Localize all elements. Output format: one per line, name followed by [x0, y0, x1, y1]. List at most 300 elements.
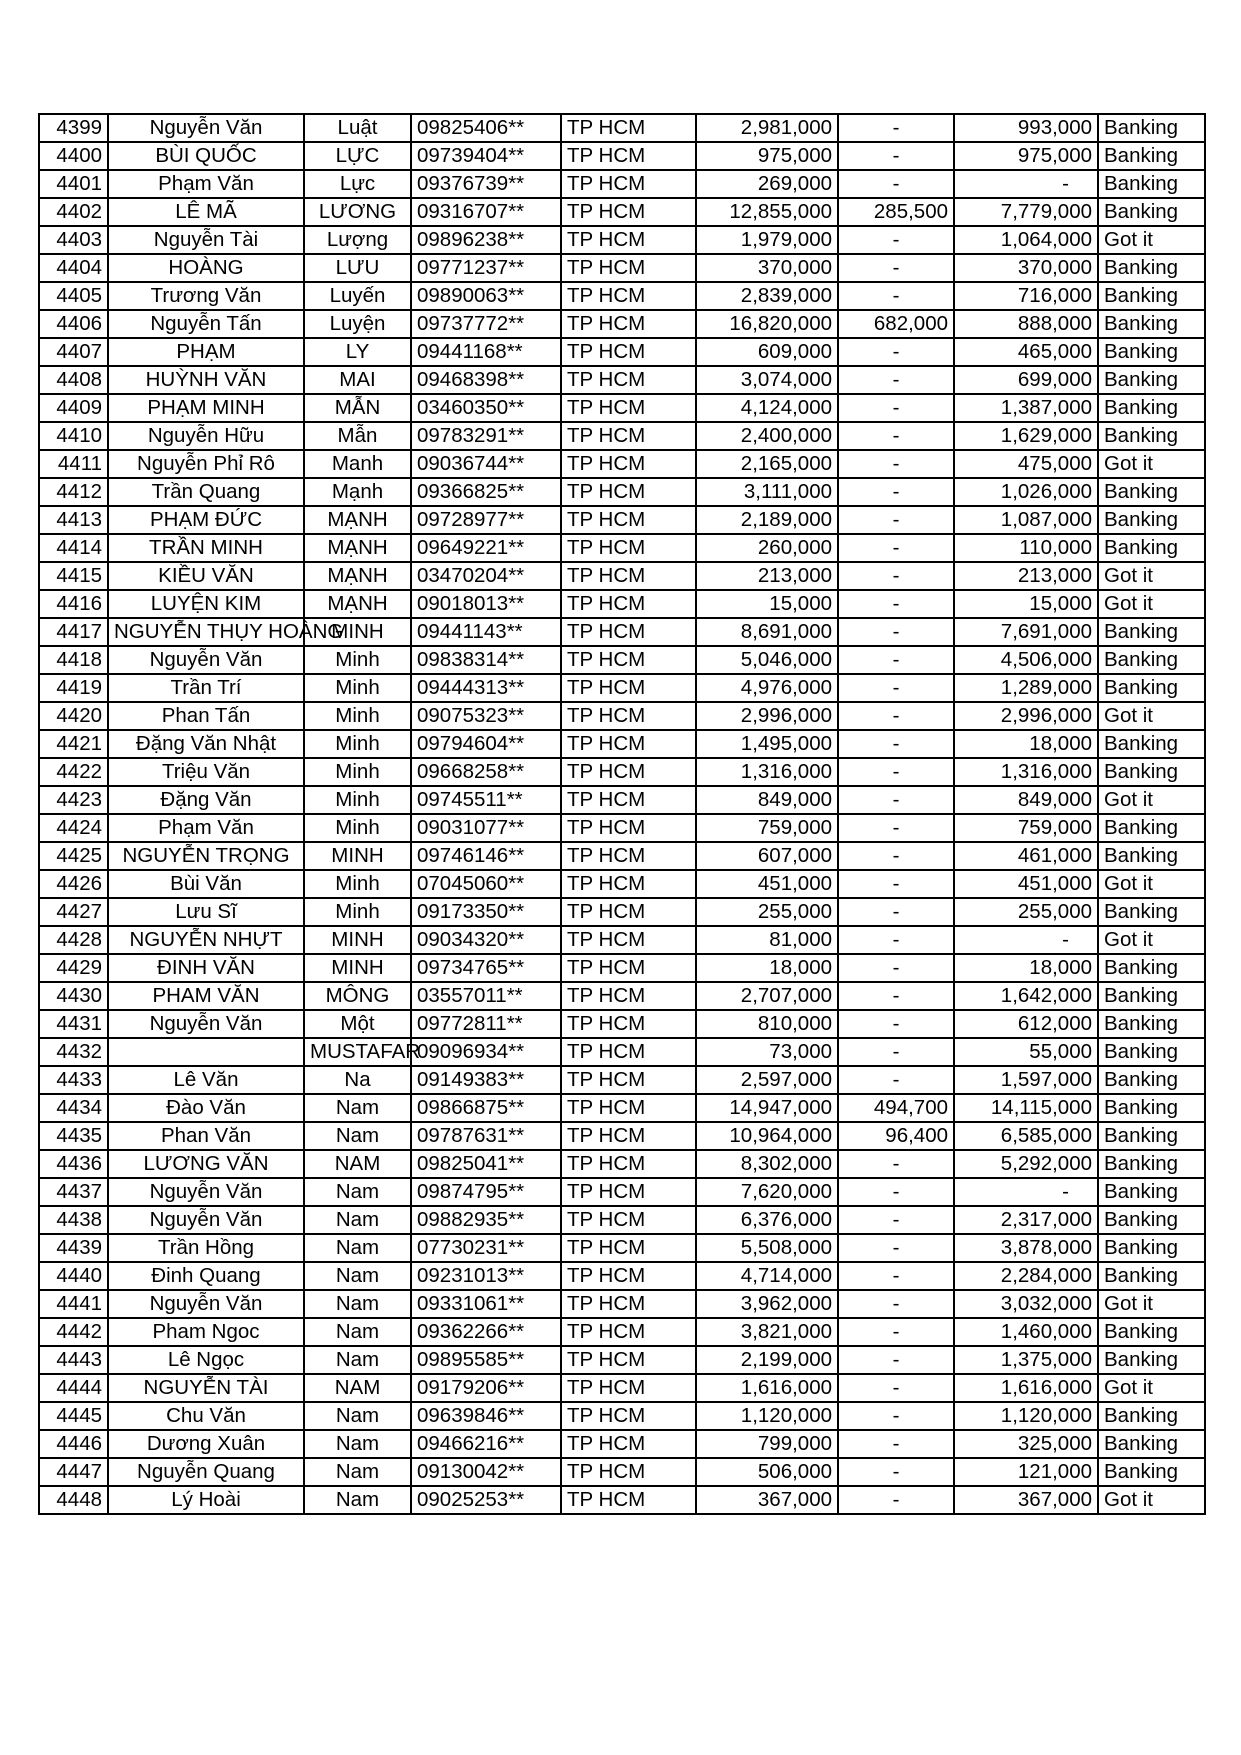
table-row — [39, 926, 1205, 954]
row-number-cell: 4431 — [39, 1010, 108, 1038]
amount-total-cell: 1,120,000 — [696, 1402, 838, 1430]
surname-cell: KIỀU VĂN — [108, 562, 304, 590]
given-name-cell: MÔNG — [304, 982, 411, 1010]
given-name-cell: Luật — [304, 114, 411, 142]
amount-paid-cell: 15,000 — [954, 590, 1098, 618]
phone-cell: 09639846** — [411, 1402, 561, 1430]
table-row — [39, 1486, 1205, 1514]
amount-total-cell: 607,000 — [696, 842, 838, 870]
surname-cell: LUYỆN KIM — [108, 590, 304, 618]
city-cell: TP HCM — [561, 870, 696, 898]
amount-total-cell: 255,000 — [696, 898, 838, 926]
given-name-cell: Nam — [304, 1290, 411, 1318]
amount-total-cell: 15,000 — [696, 590, 838, 618]
table-row — [39, 1346, 1205, 1374]
given-name-cell: Nam — [304, 1094, 411, 1122]
payment-method-cell: Got it — [1098, 226, 1205, 254]
amount-deduction-cell: - — [838, 590, 954, 618]
given-name-cell: Minh — [304, 730, 411, 758]
surname-cell: TRẦN MINH — [108, 534, 304, 562]
amount-deduction-cell: - — [838, 450, 954, 478]
city-cell: TP HCM — [561, 1290, 696, 1318]
amount-total-cell: 18,000 — [696, 954, 838, 982]
row-number-cell: 4436 — [39, 1150, 108, 1178]
row-number-cell: 4412 — [39, 478, 108, 506]
amount-deduction-cell: - — [838, 982, 954, 1010]
city-cell: TP HCM — [561, 1262, 696, 1290]
amount-paid-cell: 18,000 — [954, 954, 1098, 982]
row-number-cell: 4405 — [39, 282, 108, 310]
table-row — [39, 1402, 1205, 1430]
surname-cell: Lưu Sĩ — [108, 898, 304, 926]
city-cell: TP HCM — [561, 534, 696, 562]
amount-total-cell: 2,165,000 — [696, 450, 838, 478]
phone-cell: 09362266** — [411, 1318, 561, 1346]
table-row — [39, 982, 1205, 1010]
amount-total-cell: 367,000 — [696, 1486, 838, 1514]
row-number-cell: 4403 — [39, 226, 108, 254]
payment-method-cell: Banking — [1098, 618, 1205, 646]
given-name-cell: Nam — [304, 1430, 411, 1458]
surname-cell: Nguyễn Văn — [108, 1010, 304, 1038]
amount-deduction-cell: 494,700 — [838, 1094, 954, 1122]
amount-deduction-cell: - — [838, 562, 954, 590]
city-cell: TP HCM — [561, 478, 696, 506]
surname-cell: Trần Trí — [108, 674, 304, 702]
table-row — [39, 450, 1205, 478]
given-name-cell: LY — [304, 338, 411, 366]
surname-cell: Phạm Văn — [108, 170, 304, 198]
payment-method-cell: Banking — [1098, 1122, 1205, 1150]
amount-total-cell: 269,000 — [696, 170, 838, 198]
city-cell: TP HCM — [561, 1234, 696, 1262]
amount-total-cell: 3,962,000 — [696, 1290, 838, 1318]
phone-cell: 09468398** — [411, 366, 561, 394]
surname-cell: NGUYỄN TRỌNG — [108, 842, 304, 870]
amount-total-cell: 975,000 — [696, 142, 838, 170]
city-cell: TP HCM — [561, 926, 696, 954]
amount-total-cell: 370,000 — [696, 254, 838, 282]
surname-cell: Lý Hoài — [108, 1486, 304, 1514]
surname-cell: Phan Văn — [108, 1122, 304, 1150]
payment-method-cell: Banking — [1098, 1066, 1205, 1094]
table-row — [39, 310, 1205, 338]
given-name-cell: Minh — [304, 674, 411, 702]
city-cell: TP HCM — [561, 1374, 696, 1402]
amount-paid-cell: 14,115,000 — [954, 1094, 1098, 1122]
amount-deduction-cell: 96,400 — [838, 1122, 954, 1150]
amount-total-cell: 81,000 — [696, 926, 838, 954]
amount-deduction-cell: - — [838, 1458, 954, 1486]
amount-total-cell: 1,495,000 — [696, 730, 838, 758]
payment-method-cell: Banking — [1098, 198, 1205, 226]
row-number-cell: 4447 — [39, 1458, 108, 1486]
payment-method-cell: Banking — [1098, 1038, 1205, 1066]
row-number-cell: 4433 — [39, 1066, 108, 1094]
payment-method-cell: Banking — [1098, 534, 1205, 562]
amount-paid-cell: 1,026,000 — [954, 478, 1098, 506]
row-number-cell: 4413 — [39, 506, 108, 534]
data-table — [38, 113, 1206, 1515]
table-row — [39, 254, 1205, 282]
given-name-cell: MẠNH — [304, 562, 411, 590]
phone-cell: 09783291** — [411, 422, 561, 450]
amount-deduction-cell: - — [838, 1430, 954, 1458]
amount-total-cell: 3,821,000 — [696, 1318, 838, 1346]
payment-method-cell: Banking — [1098, 954, 1205, 982]
amount-total-cell: 213,000 — [696, 562, 838, 590]
surname-cell: Trương Văn — [108, 282, 304, 310]
given-name-cell: MINH — [304, 842, 411, 870]
row-number-cell: 4409 — [39, 394, 108, 422]
given-name-cell: Minh — [304, 898, 411, 926]
row-number-cell: 4425 — [39, 842, 108, 870]
given-name-cell: MẠNH — [304, 534, 411, 562]
amount-paid-cell: 716,000 — [954, 282, 1098, 310]
payment-method-cell: Banking — [1098, 338, 1205, 366]
row-number-cell: 4410 — [39, 422, 108, 450]
city-cell: TP HCM — [561, 1430, 696, 1458]
amount-paid-cell: 849,000 — [954, 786, 1098, 814]
amount-deduction-cell: - — [838, 1318, 954, 1346]
city-cell: TP HCM — [561, 394, 696, 422]
table-row — [39, 702, 1205, 730]
amount-total-cell: 7,620,000 — [696, 1178, 838, 1206]
payment-method-cell: Banking — [1098, 506, 1205, 534]
amount-paid-cell: - — [954, 1178, 1098, 1206]
payment-method-cell: Banking — [1098, 730, 1205, 758]
table-row — [39, 170, 1205, 198]
city-cell: TP HCM — [561, 1038, 696, 1066]
payment-method-cell: Got it — [1098, 786, 1205, 814]
row-number-cell: 4404 — [39, 254, 108, 282]
amount-paid-cell: 3,032,000 — [954, 1290, 1098, 1318]
amount-paid-cell: 55,000 — [954, 1038, 1098, 1066]
row-number-cell: 4400 — [39, 142, 108, 170]
row-number-cell: 4408 — [39, 366, 108, 394]
row-number-cell: 4434 — [39, 1094, 108, 1122]
table-row — [39, 674, 1205, 702]
surname-cell: Đào Văn — [108, 1094, 304, 1122]
amount-total-cell: 14,947,000 — [696, 1094, 838, 1122]
given-name-cell: Nam — [304, 1486, 411, 1514]
amount-total-cell: 2,400,000 — [696, 422, 838, 450]
table-row — [39, 1206, 1205, 1234]
amount-deduction-cell: - — [838, 1010, 954, 1038]
phone-cell: 09649221** — [411, 534, 561, 562]
payment-method-cell: Banking — [1098, 1094, 1205, 1122]
phone-cell: 09149383** — [411, 1066, 561, 1094]
payment-method-cell: Banking — [1098, 674, 1205, 702]
table-row — [39, 618, 1205, 646]
amount-deduction-cell: - — [838, 842, 954, 870]
payment-method-cell: Banking — [1098, 310, 1205, 338]
amount-paid-cell: 993,000 — [954, 114, 1098, 142]
amount-deduction-cell: - — [838, 786, 954, 814]
phone-cell: 03470204** — [411, 562, 561, 590]
payment-method-cell: Banking — [1098, 982, 1205, 1010]
row-number-cell: 4445 — [39, 1402, 108, 1430]
payment-method-cell: Got it — [1098, 562, 1205, 590]
phone-cell: 07730231** — [411, 1234, 561, 1262]
amount-paid-cell: - — [954, 926, 1098, 954]
amount-total-cell: 5,046,000 — [696, 646, 838, 674]
row-number-cell: 4416 — [39, 590, 108, 618]
city-cell: TP HCM — [561, 366, 696, 394]
payment-method-cell: Banking — [1098, 282, 1205, 310]
city-cell: TP HCM — [561, 254, 696, 282]
given-name-cell: Minh — [304, 814, 411, 842]
given-name-cell: LƯƠNG — [304, 198, 411, 226]
surname-cell: Nguyễn Tấn — [108, 310, 304, 338]
amount-deduction-cell: - — [838, 114, 954, 142]
amount-deduction-cell: 285,500 — [838, 198, 954, 226]
amount-paid-cell: 4,506,000 — [954, 646, 1098, 674]
phone-cell: 09787631** — [411, 1122, 561, 1150]
row-number-cell: 4411 — [39, 450, 108, 478]
surname-cell: LÊ MÃ — [108, 198, 304, 226]
city-cell: TP HCM — [561, 590, 696, 618]
phone-cell: 09031077** — [411, 814, 561, 842]
row-number-cell: 4422 — [39, 758, 108, 786]
payment-method-cell: Banking — [1098, 114, 1205, 142]
payment-method-cell: Banking — [1098, 1010, 1205, 1038]
surname-cell: Trần Hồng — [108, 1234, 304, 1262]
surname-cell: LƯƠNG VĂN — [108, 1150, 304, 1178]
phone-cell: 09025253** — [411, 1486, 561, 1514]
given-name-cell: Nam — [304, 1346, 411, 1374]
amount-total-cell: 6,376,000 — [696, 1206, 838, 1234]
city-cell: TP HCM — [561, 506, 696, 534]
amount-total-cell: 2,199,000 — [696, 1346, 838, 1374]
amount-paid-cell: 110,000 — [954, 534, 1098, 562]
given-name-cell: Lượng — [304, 226, 411, 254]
phone-cell: 09838314** — [411, 646, 561, 674]
table-row — [39, 898, 1205, 926]
city-cell: TP HCM — [561, 1486, 696, 1514]
amount-paid-cell: 699,000 — [954, 366, 1098, 394]
city-cell: TP HCM — [561, 1150, 696, 1178]
amount-deduction-cell: - — [838, 254, 954, 282]
city-cell: TP HCM — [561, 982, 696, 1010]
city-cell: TP HCM — [561, 198, 696, 226]
given-name-cell: Minh — [304, 786, 411, 814]
amount-paid-cell: 1,642,000 — [954, 982, 1098, 1010]
amount-paid-cell: 7,779,000 — [954, 198, 1098, 226]
given-name-cell: Minh — [304, 758, 411, 786]
phone-cell: 09466216** — [411, 1430, 561, 1458]
amount-paid-cell: 1,289,000 — [954, 674, 1098, 702]
amount-deduction-cell: - — [838, 702, 954, 730]
city-cell: TP HCM — [561, 786, 696, 814]
amount-deduction-cell: - — [838, 142, 954, 170]
row-number-cell: 4428 — [39, 926, 108, 954]
amount-paid-cell: 1,316,000 — [954, 758, 1098, 786]
phone-cell: 09895585** — [411, 1346, 561, 1374]
phone-cell: 09130042** — [411, 1458, 561, 1486]
amount-total-cell: 4,714,000 — [696, 1262, 838, 1290]
given-name-cell: MUSTAFAR — [304, 1038, 411, 1066]
city-cell: TP HCM — [561, 702, 696, 730]
amount-paid-cell: - — [954, 170, 1098, 198]
surname-cell: NGUYỄN THỤY HOÀNG — [108, 618, 304, 646]
payment-method-cell: Banking — [1098, 1234, 1205, 1262]
amount-total-cell: 8,691,000 — [696, 618, 838, 646]
payment-method-cell: Banking — [1098, 1206, 1205, 1234]
city-cell: TP HCM — [561, 1402, 696, 1430]
row-number-cell: 4426 — [39, 870, 108, 898]
table-row — [39, 1234, 1205, 1262]
phone-cell: 09772811** — [411, 1010, 561, 1038]
amount-total-cell: 1,616,000 — [696, 1374, 838, 1402]
amount-deduction-cell: - — [838, 730, 954, 758]
amount-paid-cell: 3,878,000 — [954, 1234, 1098, 1262]
payment-method-cell: Got it — [1098, 1374, 1205, 1402]
amount-paid-cell: 6,585,000 — [954, 1122, 1098, 1150]
city-cell: TP HCM — [561, 338, 696, 366]
row-number-cell: 4442 — [39, 1318, 108, 1346]
amount-paid-cell: 975,000 — [954, 142, 1098, 170]
phone-cell: 03460350** — [411, 394, 561, 422]
table-row — [39, 1094, 1205, 1122]
phone-cell: 09668258** — [411, 758, 561, 786]
given-name-cell: Một — [304, 1010, 411, 1038]
amount-deduction-cell: - — [838, 478, 954, 506]
amount-deduction-cell: - — [838, 1346, 954, 1374]
table-row — [39, 730, 1205, 758]
city-cell: TP HCM — [561, 1206, 696, 1234]
table-row — [39, 366, 1205, 394]
phone-cell: 09825041** — [411, 1150, 561, 1178]
table-row — [39, 786, 1205, 814]
table-row — [39, 842, 1205, 870]
payment-method-cell: Got it — [1098, 450, 1205, 478]
surname-cell: Chu Văn — [108, 1402, 304, 1430]
payment-method-cell: Banking — [1098, 814, 1205, 842]
amount-total-cell: 1,979,000 — [696, 226, 838, 254]
amount-paid-cell: 759,000 — [954, 814, 1098, 842]
city-cell: TP HCM — [561, 170, 696, 198]
row-number-cell: 4432 — [39, 1038, 108, 1066]
table-row — [39, 1178, 1205, 1206]
payment-method-cell: Banking — [1098, 1150, 1205, 1178]
surname-cell: PHẠM — [108, 338, 304, 366]
surname-cell: Phan Tấn — [108, 702, 304, 730]
phone-cell: 09874795** — [411, 1178, 561, 1206]
amount-deduction-cell: - — [838, 870, 954, 898]
phone-cell: 09746146** — [411, 842, 561, 870]
amount-deduction-cell: - — [838, 1038, 954, 1066]
amount-total-cell: 2,839,000 — [696, 282, 838, 310]
amount-paid-cell: 370,000 — [954, 254, 1098, 282]
phone-cell: 09441143** — [411, 618, 561, 646]
table-row — [39, 114, 1205, 142]
city-cell: TP HCM — [561, 1458, 696, 1486]
amount-total-cell: 2,189,000 — [696, 506, 838, 534]
table-row — [39, 142, 1205, 170]
city-cell: TP HCM — [561, 618, 696, 646]
given-name-cell: Nam — [304, 1318, 411, 1346]
payment-method-cell: Got it — [1098, 1290, 1205, 1318]
table-row — [39, 338, 1205, 366]
payment-method-cell: Got it — [1098, 1486, 1205, 1514]
amount-paid-cell: 461,000 — [954, 842, 1098, 870]
amount-deduction-cell: - — [838, 366, 954, 394]
table-row — [39, 534, 1205, 562]
phone-cell: 07045060** — [411, 870, 561, 898]
row-number-cell: 4399 — [39, 114, 108, 142]
given-name-cell: Nam — [304, 1402, 411, 1430]
amount-total-cell: 5,508,000 — [696, 1234, 838, 1262]
amount-total-cell: 506,000 — [696, 1458, 838, 1486]
phone-cell: 09739404** — [411, 142, 561, 170]
amount-deduction-cell: - — [838, 1066, 954, 1094]
table-row — [39, 814, 1205, 842]
amount-total-cell: 2,981,000 — [696, 114, 838, 142]
phone-cell: 09018013** — [411, 590, 561, 618]
amount-paid-cell: 2,284,000 — [954, 1262, 1098, 1290]
given-name-cell: Minh — [304, 646, 411, 674]
payment-method-cell: Got it — [1098, 870, 1205, 898]
city-cell: TP HCM — [561, 814, 696, 842]
row-number-cell: 4423 — [39, 786, 108, 814]
given-name-cell: Nam — [304, 1206, 411, 1234]
amount-paid-cell: 121,000 — [954, 1458, 1098, 1486]
phone-cell: 09441168** — [411, 338, 561, 366]
payment-method-cell: Banking — [1098, 1430, 1205, 1458]
row-number-cell: 4414 — [39, 534, 108, 562]
given-name-cell: Nam — [304, 1178, 411, 1206]
amount-total-cell: 4,124,000 — [696, 394, 838, 422]
phone-cell: 09075323** — [411, 702, 561, 730]
table-row — [39, 1458, 1205, 1486]
payment-method-cell: Banking — [1098, 646, 1205, 674]
amount-paid-cell: 325,000 — [954, 1430, 1098, 1458]
amount-deduction-cell: - — [838, 954, 954, 982]
phone-cell: 09825406** — [411, 114, 561, 142]
amount-deduction-cell: - — [838, 814, 954, 842]
surname-cell: Triệu Văn — [108, 758, 304, 786]
row-number-cell: 4429 — [39, 954, 108, 982]
given-name-cell: MINH — [304, 618, 411, 646]
given-name-cell: MINH — [304, 926, 411, 954]
city-cell: TP HCM — [561, 730, 696, 758]
given-name-cell: Na — [304, 1066, 411, 1094]
amount-total-cell: 8,302,000 — [696, 1150, 838, 1178]
given-name-cell: Luyến — [304, 282, 411, 310]
row-number-cell: 4421 — [39, 730, 108, 758]
given-name-cell: Mạnh — [304, 478, 411, 506]
city-cell: TP HCM — [561, 758, 696, 786]
surname-cell: NGUYỄN TÀI — [108, 1374, 304, 1402]
amount-deduction-cell: 682,000 — [838, 310, 954, 338]
city-cell: TP HCM — [561, 142, 696, 170]
payment-method-cell: Banking — [1098, 394, 1205, 422]
row-number-cell: 4437 — [39, 1178, 108, 1206]
amount-total-cell: 2,597,000 — [696, 1066, 838, 1094]
row-number-cell: 4435 — [39, 1122, 108, 1150]
amount-total-cell: 2,707,000 — [696, 982, 838, 1010]
surname-cell: PHẠM ĐỨC — [108, 506, 304, 534]
surname-cell: Trần Quang — [108, 478, 304, 506]
amount-total-cell: 1,316,000 — [696, 758, 838, 786]
city-cell: TP HCM — [561, 646, 696, 674]
table-row — [39, 1066, 1205, 1094]
row-number-cell: 4418 — [39, 646, 108, 674]
amount-total-cell: 16,820,000 — [696, 310, 838, 338]
payment-method-cell: Banking — [1098, 1178, 1205, 1206]
table-row — [39, 1262, 1205, 1290]
